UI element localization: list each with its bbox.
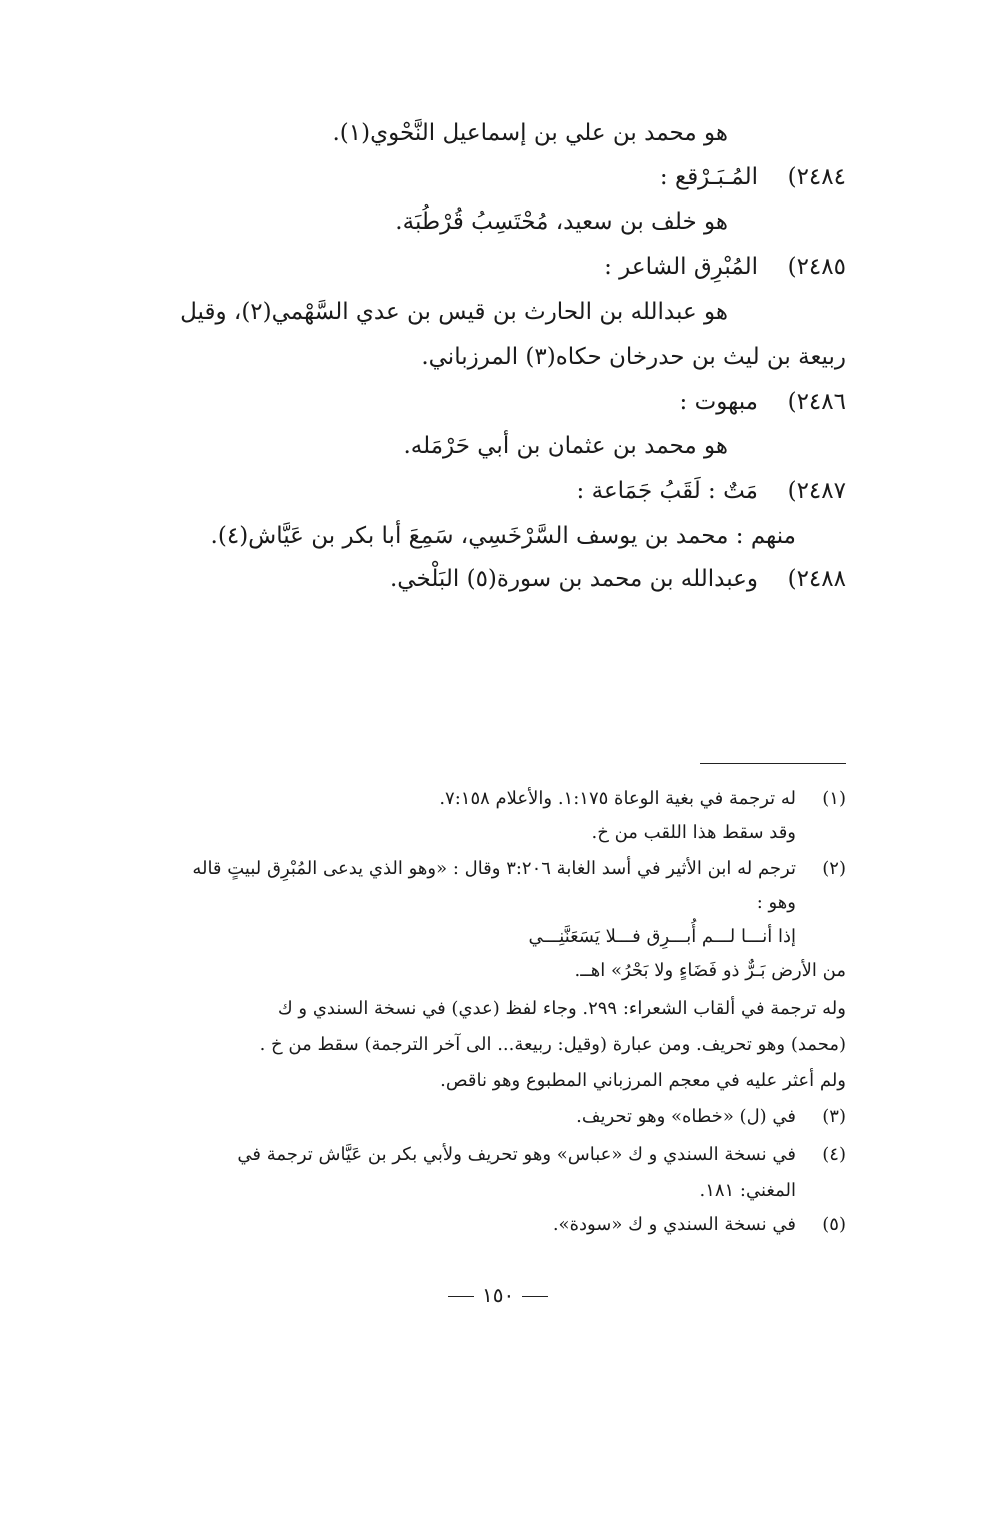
footnote-line: وقد سقط هذا اللقب من خ.: [591, 822, 796, 843]
footnote-separator: [700, 763, 846, 764]
entry-heading: وعبدالله بن محمد بن سورة(٥) البَلْخي.: [389, 566, 758, 592]
entry-number: ٢٤٨٨): [787, 566, 846, 592]
footnote-line: في (ل) «خطاه» وهو تحريف.: [576, 1106, 796, 1127]
entry-number: ٢٤٨٤): [787, 164, 846, 190]
footnote-line: المغني: ١٨١.: [699, 1180, 796, 1201]
footnote-number: (٢): [822, 858, 846, 879]
text-line: هو محمد بن عثمان بن أبي حَرْمَله.: [403, 433, 728, 459]
footnote-line: في نسخة السندي و ك «سودة».: [552, 1214, 796, 1235]
footnote-line: وهو :: [756, 892, 796, 913]
page-number-dash: [448, 1296, 474, 1298]
footnote-line: وله ترجمة في ألقاب الشعراء: ٢٩٩. وجاء لفظ (عدي) في نسخة السندي و ك: [277, 998, 846, 1019]
footnote-line: ولم أعثر عليه في معجم المرزباني المطبوع وهو ناقص.: [440, 1070, 846, 1091]
text-line: ربيعة بن ليث بن حدرخان حكاه(٣) المرزباني.: [421, 344, 846, 370]
entry-number: ٢٤٨٧): [787, 478, 846, 504]
entry-heading: المُبْرِق الشاعر :: [604, 254, 758, 280]
page-number: [440, 1283, 556, 1307]
text-line: هو عبدالله بن الحارث بن قيس بن عدي السَّهْمي(٢)، وقيل: [180, 299, 728, 325]
footnote-number: (٥): [822, 1214, 846, 1235]
page-number-dash: [522, 1296, 548, 1298]
entry-number: ٢٤٨٦): [787, 389, 846, 415]
footnote-verse: إذا أنـــا لـــم أُبـــرِق فـــلا يَسَعَنَّنِـــي: [528, 926, 796, 947]
footnote-line: في نسخة السندي و ك «عباس» وهو تحريف ولأبي بكر بن عَيَّاش ترجمة في: [237, 1144, 796, 1165]
footnote-number: (٤): [822, 1144, 846, 1165]
text-line: هو محمد بن علي بن إسماعيل النَّحْوي(١).: [332, 120, 728, 146]
footnote-number: (٣): [822, 1106, 846, 1127]
text-line: هو خلف بن سعيد، مُحْتَسِبُ قُرْطُبَة.: [395, 209, 728, 235]
footnote-number: (١): [822, 788, 846, 809]
page-number-value: ١٥٠: [482, 1283, 515, 1307]
entry-number: ٢٤٨٥): [787, 254, 846, 280]
text-line: منهم : محمد بن يوسف السَّرْخَسِي، سَمِعَ أبا بكر بن عَيَّاش(٤).: [210, 523, 796, 549]
entry-heading: مَتٌ : لَقَبُ جَمَاعة :: [576, 478, 758, 504]
entry-heading: المُـبَـرْقع :: [659, 164, 758, 190]
footnote-line: (محمد) وهو تحريف. ومن عبارة (وقيل: ربيعة... الى آخر الترجمة) سقط من خ .: [259, 1034, 846, 1055]
entry-heading: مبهوت :: [679, 389, 758, 415]
footnote-line: له ترجمة في بغية الوعاة ١:١٧٥. والأعلام ٧:١٥٨.: [439, 788, 796, 809]
footnote-verse: من الأرض بَـرٌّ ذو فَضَاءٍ ولا بَحْرُ» اهــ.: [574, 960, 846, 981]
footnote-line: ترجم له ابن الأثير في أسد الغابة ٣:٢٠٦ وقال : «وهو الذي يدعى المُبْرِق لبيتٍ قاله: [192, 858, 796, 879]
